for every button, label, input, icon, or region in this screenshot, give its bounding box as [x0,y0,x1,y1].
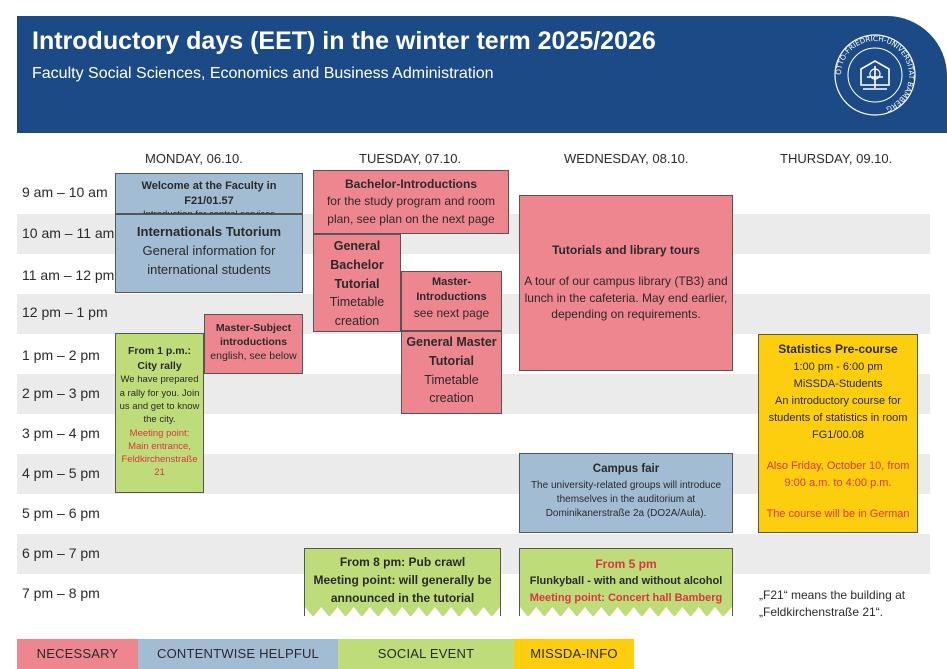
event-tutorials-library-tours [519,195,733,371]
event-text: Timetable creation [424,372,479,406]
event-title: General Bachelor Tutorial [330,239,384,291]
event-title: Flunkyball - with and without alcohol [529,575,723,587]
day-header-wednesday: WEDNESDAY, 08.10. [564,151,689,166]
event-campus-fair [519,453,733,533]
event-title: Master-Subject introductions [215,322,292,349]
time-label: 12 pm – 1 pm [22,304,108,320]
day-header-monday: MONDAY, 06.10. [145,151,243,166]
event-audience: MiSSDA-Students [793,377,883,390]
event-master-introductions [401,271,502,331]
time-label: 1 pm – 2 pm [22,347,100,363]
event-title: General Master Tutorial [406,335,497,368]
time-label: 11 am – 12 pm [22,267,115,283]
event-also-friday: Also Friday, October 10, from 9:00 a.m. to 4:00 p.m. [766,459,910,489]
event-general-bachelor-tutorial [313,234,401,332]
time-label: 5 pm – 6 pm [22,505,100,521]
event-welcome [115,173,303,214]
event-meeting-point: Meeting point: Main entrance, Feldkirchenstraße 21 [121,427,198,479]
event-pub-crawl [304,548,501,616]
event-time: From 5 pm [595,557,657,571]
event-text: english, see below [210,350,297,363]
event-general-master-tutorial [401,331,502,414]
event-title: From 8 pm: Pub crawl [339,555,466,569]
event-text: Meeting point: will generally be announced in the tutorial [313,573,492,605]
event-city-rally [115,333,204,493]
legend-necessary: NECESSARY [17,639,138,669]
event-title: Welcome at the Faculty in F21/01.57 [141,180,277,207]
event-title: Statistics Pre-course [778,342,898,356]
event-internationals-tutorium [115,214,303,293]
event-bachelor-introductions [313,170,509,234]
page-title: Introductory days (EET) in the winter term 2025/2026 [32,27,656,55]
legend-contentwise-helpful: CONTENTWISE HELPFUL [138,639,338,669]
event-text: Timetable creation [329,295,385,328]
event-text: for the study program and room plan, see plan on the next page [326,194,496,226]
legend-missda-info: MISSDA-INFO [514,639,634,669]
event-text: A tour of our campus library (TB3) and lunch in the cafeteria. May end earlier, depending on requirements. [524,273,728,322]
event-language-note: The course will be in German [766,507,910,520]
time-label: 4 pm – 5 pm [22,465,100,481]
time-label: 9 am – 10 am [22,184,108,200]
event-title: Internationals Tutorium [136,224,282,239]
event-statistics-pre-course [758,334,918,533]
time-label: 6 pm – 7 pm [22,545,100,561]
event-title: Master-Introductions [416,276,487,303]
day-header-tuesday: TUESDAY, 07.10. [359,151,462,166]
event-flunkyball [519,548,733,616]
zigzag-edge-icon [520,607,732,617]
event-title: Tutorials and library tours [552,243,700,257]
event-text: The university-related groups will introduce themselves in the auditorium at Dominikanerstraße 2a (DO2A/Aula). [530,480,722,520]
event-meeting-point: Meeting point: Concert hall Bamberg [529,591,723,604]
event-text: General information for international students [142,242,276,277]
event-time: 1:00 pm - 6:00 pm [793,360,883,373]
page-subtitle: Faculty Social Sciences, Economics and Business Administration [32,65,494,82]
event-master-subject-introductions [204,314,303,374]
time-label: 2 pm – 3 pm [22,385,100,401]
event-text: An introductory course for students of statistics in room FG1/00.08 [768,394,908,441]
time-label: 10 am – 11 am [22,225,115,241]
event-title: From 1 p.m.: City rally [127,345,191,372]
zigzag-edge-icon [305,607,500,617]
time-label: 3 pm – 4 pm [22,425,100,441]
event-text: see next page [413,305,490,320]
event-title: Bachelor-Introductions [344,177,477,191]
university-seal-icon [833,33,917,117]
event-title: Campus fair [592,463,660,475]
event-text: We have prepared a rally for you. Join us and get to know the city. [119,374,200,426]
legend-social-event: SOCIAL EVENT [338,639,514,669]
svg-text:OTTO-FRIEDRICH-UNIVERSITÄT BAM: OTTO-FRIEDRICH-UNIVERSITÄT BAMBERG [833,33,917,114]
day-header-thursday: THURSDAY, 09.10. [780,151,893,166]
time-label: 7 pm – 8 pm [22,585,100,601]
footnote-f21: „F21“ means the building at „Feldkirchenstraße 21“. [759,588,906,620]
